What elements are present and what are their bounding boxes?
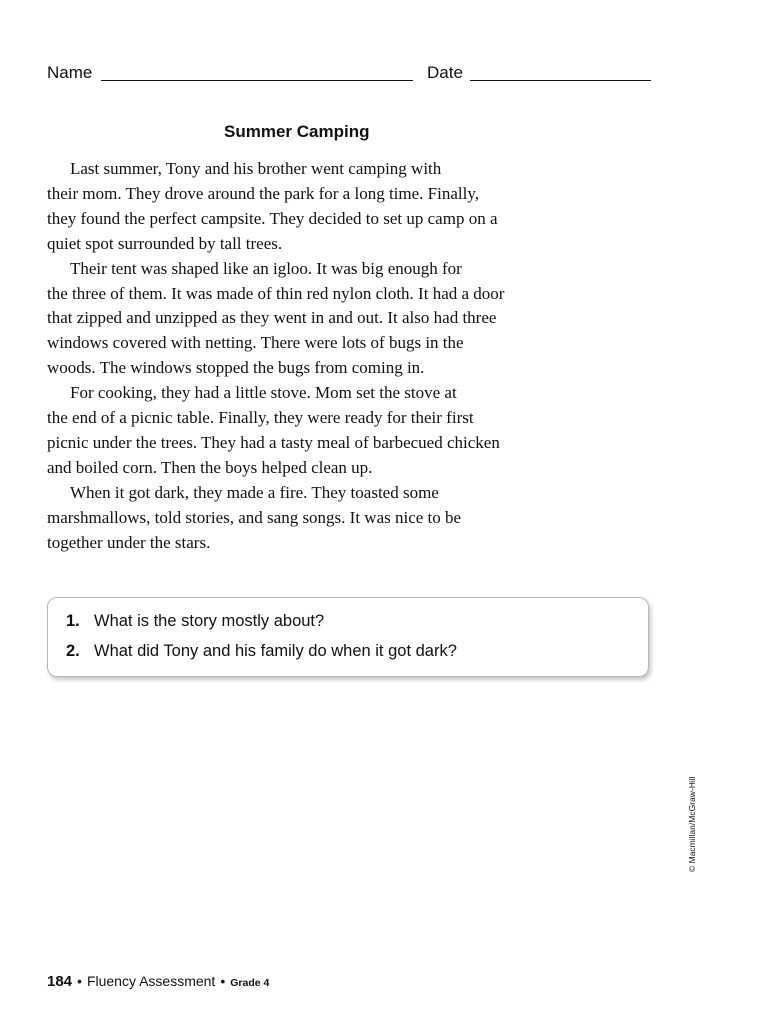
question-item [66, 642, 457, 661]
questions-box [47, 597, 649, 677]
question-number: 1. [66, 612, 80, 630]
story-line: For cooking, they had a little stove. Mom set the stove at [70, 383, 457, 403]
story-line: marshmallows, told stories, and sang songs. It was nice to be [47, 507, 462, 527]
page-footer [47, 973, 269, 990]
story-line: quiet spot surrounded by tall trees. [47, 233, 283, 253]
question-text: What did Tony and his family do when it got dark? [94, 642, 457, 660]
story-paragraph [47, 481, 567, 556]
footer-separator: • [220, 973, 226, 989]
date-label: Date [427, 63, 463, 82]
story-line: their mom. They drove around the park for a long time. Finally, [47, 183, 479, 203]
story-paragraph [47, 257, 567, 382]
story-line: the end of a picnic table. Finally, they were ready for their first [47, 408, 474, 428]
footer-grade: Grade 4 [230, 977, 270, 989]
story-line: Their tent was shaped like an igloo. It was big enough for [70, 258, 462, 278]
story-text [47, 157, 567, 556]
footer-section: Fluency Assessment [86, 973, 216, 989]
question-text: What is the story mostly about? [94, 612, 325, 630]
story-line: picnic under the trees. They had a tasty meal of barbecued chicken [47, 432, 500, 452]
story-paragraph [47, 381, 567, 481]
story-line: woods. The windows stopped the bugs from coming in. [47, 358, 425, 378]
story-paragraph [47, 157, 567, 257]
date-line [470, 80, 651, 81]
story-line: When it got dark, they made a fire. They toasted some [70, 482, 439, 502]
story-title: Summer Camping [224, 122, 370, 141]
story-line: the three of them. It was made of thin red nylon cloth. It had a door [47, 283, 505, 303]
name-line [101, 80, 413, 81]
story-line: that zipped and unzipped as they went in and out. It also had three [47, 308, 497, 328]
story-line: together under the stars. [47, 532, 211, 552]
story-line: and boiled corn. Then the boys helped clean up. [47, 457, 373, 477]
name-label: Name [47, 63, 93, 82]
question-item [66, 612, 324, 631]
page-number: 184 [47, 973, 73, 990]
question-number: 2. [66, 642, 80, 660]
story-line: they found the perfect campsite. They decided to set up camp on a [47, 208, 498, 228]
footer-separator: • [77, 973, 82, 989]
story-line: Last summer, Tony and his brother went camping with [70, 159, 442, 178]
story-line: windows covered with netting. There were lots of bugs in the [47, 333, 464, 353]
header-fields [47, 62, 657, 84]
copyright-notice: © Macmillan/McGraw-Hill [687, 776, 697, 872]
